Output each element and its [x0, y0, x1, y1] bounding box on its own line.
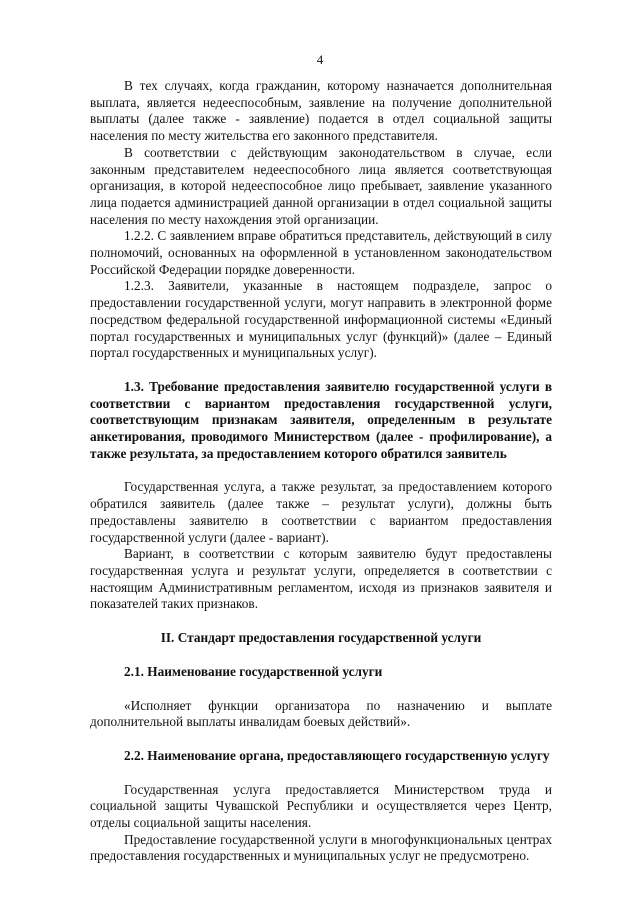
page-number: 4 — [316, 52, 324, 67]
paragraph-guardian: В тех случаях, когда гражданин, которому назначается дополнительная выплата, является недееспособным, заявление на получение дополнительной выплаты (далее также - заявление) подается в отдел социальной защиты населения по месту жительства его законного представителя. — [90, 78, 552, 144]
paragraph-variant: Вариант, в соответствии с которым заявителю будут предоставлены государственная услуга и результат услуги, определяется в соответствии с настоящим Административным регламентом, исходя из признаков заявителя и показателей таких признаков. — [90, 546, 552, 612]
section-2-title: II. Стандарт предоставления государственной услуги — [160, 630, 482, 646]
document-body — [90, 78, 552, 865]
paragraph-1-2-2: 1.2.2. С заявлением вправе обратиться представитель, действующий в силу полномочий, основанных на оформленной в установленном законодательством Российской Федерации порядке доверенности. — [90, 228, 552, 277]
spacer — [90, 462, 552, 479]
paragraph-mfc: Предоставление государственной услуги в многофункциональных центрах предоставления государственных и муниципальных услуг не предусмотрено. — [90, 831, 552, 864]
spacer — [90, 362, 552, 379]
paragraph-1-2-3: 1.2.3. Заявители, указанные в настоящем подразделе, запрос о предоставлении государственной услуги, могут направить в электронной форме посредством федеральной государственной информационной системы «Единый портал государственных и муниципальных услуг (функций)» (далее – Единый портал государственных и муниципальных услуг). — [90, 278, 552, 361]
paragraph-service-result: Государственная услуга, а также результат, за предоставлением которого обратился заявитель (далее также – результат услуги), должны быть предоставлены заявителю в соответствии с вариантом предоставления государственной услуги (далее - вариант). — [90, 479, 552, 545]
spacer — [90, 681, 552, 698]
spacer — [90, 731, 552, 748]
spacer — [90, 765, 552, 782]
heading-2-1: 2.1. Наименование государственной услуги — [124, 663, 383, 679]
spacer — [90, 647, 552, 664]
paragraph-service-name: «Исполняет функции организатора по назначению и выплате дополнительной выплаты инвалидам боевых действий». — [90, 697, 552, 730]
heading-2-2: 2.2. Наименование органа, предоставляющего государственную услугу — [124, 747, 550, 763]
paragraph-ministry: Государственная услуга предоставляется Министерством труда и социальной защиты Чувашской Республики и осуществляется через Центр, отделы социальной защиты населения. — [90, 781, 552, 831]
spacer — [90, 613, 552, 630]
paragraph-organization-guardian: В соответствии с действующим законодательством в случае, если законным представителем недееспособного лица является соответствующая организация, в которой недееспособное лицо пребывает, заявление указанного лица подается администрацией данной организации в отдел социальной защиты населения по месту нахождения этой организации. — [90, 144, 552, 227]
heading-1-3: 1.3. Требование предоставления заявителю государственной услуги в соответствии с вариантом предоставления государственной услуги, соответствующим признакам заявителя, определенным в результате анкетирования, проводимого Министерством (далее - профилирование), а также результата, за предоставлением которого обратился заявитель — [90, 378, 552, 461]
